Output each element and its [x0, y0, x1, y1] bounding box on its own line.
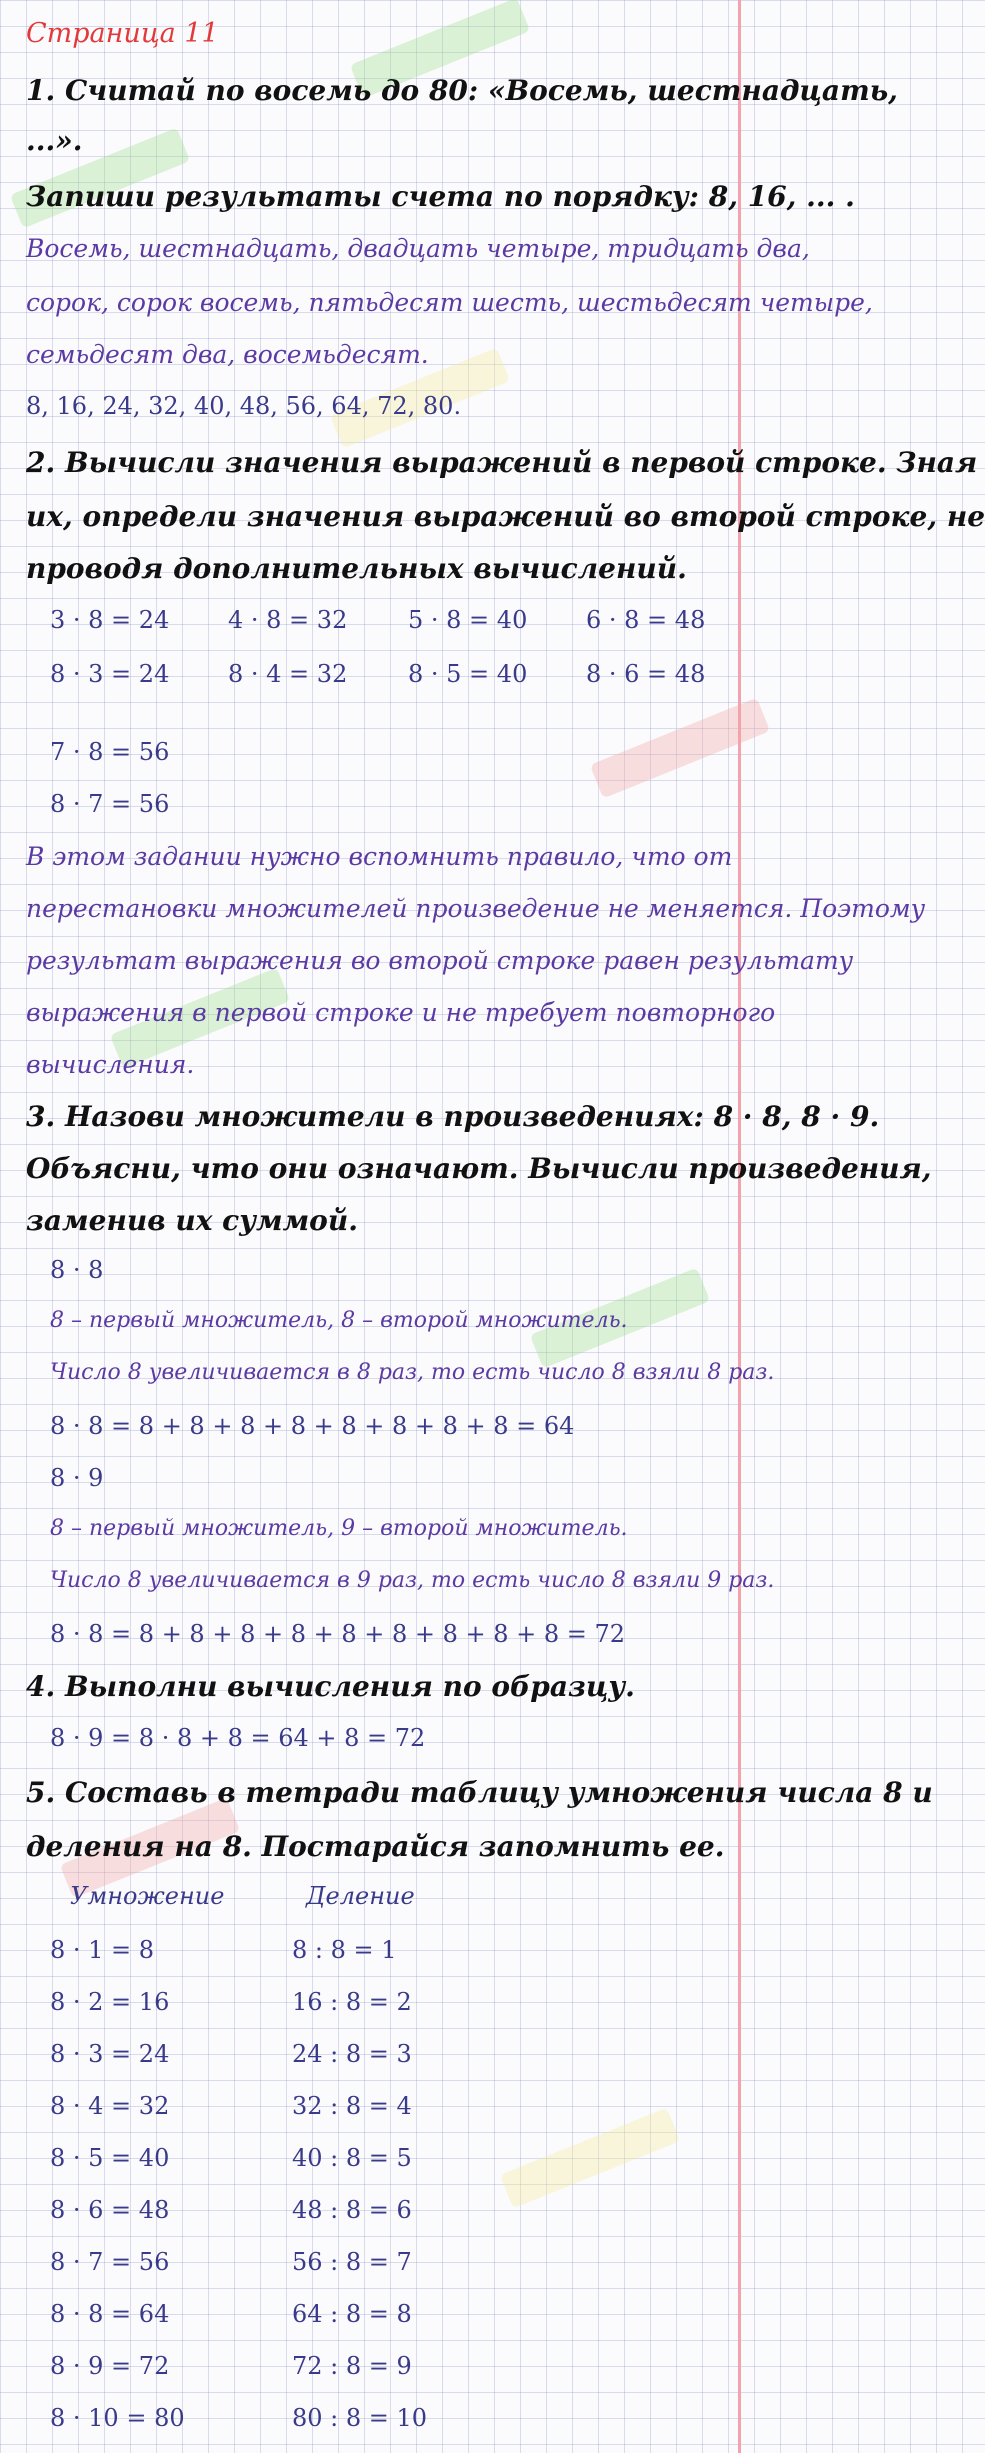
multiplication-row: 8 · 5 = 40	[50, 2144, 170, 2172]
task2-explanation-line: результат выражения во второй строке равен результату	[26, 946, 854, 975]
task3-a-desc: 8 – первый множитель, 8 – второй множитель.	[50, 1308, 628, 1333]
task3-a-expr: 8 · 8	[50, 1256, 104, 1284]
notebook-margin-line	[738, 0, 741, 2453]
task2-row1-expr: 4 · 8 = 32	[228, 606, 348, 634]
division-row: 8 : 8 = 1	[292, 1936, 397, 1964]
task2-line: их, определи значения выражений во второй строке, не	[26, 500, 985, 533]
task5-line: 5. Составь в тетради таблицу умножения числа 8 и	[26, 1776, 933, 1809]
multiplication-row: 8 · 10 = 80	[50, 2404, 185, 2432]
task3-line: 3. Назови множители в произведениях: 8 · 8, 8 · 9.	[26, 1100, 880, 1133]
task2-explanation-line: В этом задании нужно вспомнить правило, что от	[26, 842, 733, 871]
division-header: Деление	[306, 1882, 415, 1910]
task2-row3-expr: 7 · 8 = 56	[50, 738, 170, 766]
page-title: Страница 11	[26, 18, 219, 49]
task2-line: 2. Вычисли значения выражений в первой строке. Зная	[26, 446, 978, 479]
multiplication-row: 8 · 9 = 72	[50, 2352, 170, 2380]
task3-a-sum: 8 · 8 = 8 + 8 + 8 + 8 + 8 + 8 + 8 + 8 = 64	[50, 1412, 575, 1440]
task2-explanation-line: выражения в первой строке и не требует повторного	[26, 998, 776, 1027]
task3-b-desc: 8 – первый множитель, 9 – второй множитель.	[50, 1516, 628, 1541]
task3-b-sum: 8 · 8 = 8 + 8 + 8 + 8 + 8 + 8 + 8 + 8 + 8 = 72	[50, 1620, 626, 1648]
division-row: 24 : 8 = 3	[292, 2040, 412, 2068]
task3-a-meaning: Число 8 увеличивается в 8 раз, то есть число 8 взяли 8 раз.	[50, 1360, 775, 1385]
multiplication-row: 8 · 4 = 32	[50, 2092, 170, 2120]
task2-row1-expr: 5 · 8 = 40	[408, 606, 528, 634]
task3-b-expr: 8 · 9	[50, 1464, 104, 1492]
task2-row1-expr: 6 · 8 = 48	[586, 606, 706, 634]
division-row: 48 : 8 = 6	[292, 2196, 412, 2224]
multiplication-header: Умножение	[70, 1882, 225, 1910]
task1-numbers: 8, 16, 24, 32, 40, 48, 56, 64, 72, 80.	[26, 392, 462, 420]
task2-row1-expr: 3 · 8 = 24	[50, 606, 170, 634]
multiplication-row: 8 · 8 = 64	[50, 2300, 170, 2328]
multiplication-row: 8 · 1 = 8	[50, 1936, 155, 1964]
task2-row2-expr: 8 · 3 = 24	[50, 660, 170, 688]
task2-row2-expr: 8 · 5 = 40	[408, 660, 528, 688]
division-row: 80 : 8 = 10	[292, 2404, 428, 2432]
task4-title: 4. Выполни вычисления по образцу.	[26, 1670, 635, 1703]
multiplication-row: 8 · 2 = 16	[50, 1988, 170, 2016]
task2-row2-expr: 8 · 4 = 32	[228, 660, 348, 688]
task3-b-meaning: Число 8 увеличивается в 9 раз, то есть число 8 взяли 9 раз.	[50, 1568, 775, 1593]
division-row: 16 : 8 = 2	[292, 1988, 412, 2016]
division-row: 56 : 8 = 7	[292, 2248, 412, 2276]
task1-line3: Запиши результаты счета по порядку: 8, 16, ... .	[26, 180, 855, 213]
task3-line: заменив их суммой.	[26, 1204, 358, 1237]
multiplication-row: 8 · 7 = 56	[50, 2248, 170, 2276]
multiplication-row: 8 · 3 = 24	[50, 2040, 170, 2068]
task5-line: деления на 8. Постарайся запомнить ее.	[26, 1830, 725, 1863]
task2-explanation-line: перестановки множителей произведение не меняется. Поэтому	[26, 894, 926, 923]
task1-line1: 1. Считай по восемь до 80: «Восемь, шестнадцать,	[26, 74, 898, 107]
task1-answer-line: сорок, сорок восемь, пятьдесят шесть, шестьдесят четыре,	[26, 288, 873, 317]
watermark	[500, 2108, 680, 2209]
division-row: 64 : 8 = 8	[292, 2300, 412, 2328]
task3-line: Объясни, что они означают. Вычисли произведения,	[26, 1152, 932, 1185]
division-row: 40 : 8 = 5	[292, 2144, 412, 2172]
division-row: 72 : 8 = 9	[292, 2352, 412, 2380]
task1-line2: ...».	[26, 124, 83, 157]
task2-explanation-line: вычисления.	[26, 1050, 195, 1079]
task2-row4-expr: 8 · 7 = 56	[50, 790, 170, 818]
task1-answer-line: семьдесят два, восемьдесят.	[26, 340, 429, 369]
watermark	[590, 698, 770, 799]
multiplication-row: 8 · 6 = 48	[50, 2196, 170, 2224]
task1-answer-line: Восемь, шестнадцать, двадцать четыре, тридцать два,	[26, 234, 810, 263]
task2-line: проводя дополнительных вычислений.	[26, 552, 687, 585]
task4-expr: 8 · 9 = 8 · 8 + 8 = 64 + 8 = 72	[50, 1724, 426, 1752]
division-row: 32 : 8 = 4	[292, 2092, 412, 2120]
task2-row2-expr: 8 · 6 = 48	[586, 660, 706, 688]
